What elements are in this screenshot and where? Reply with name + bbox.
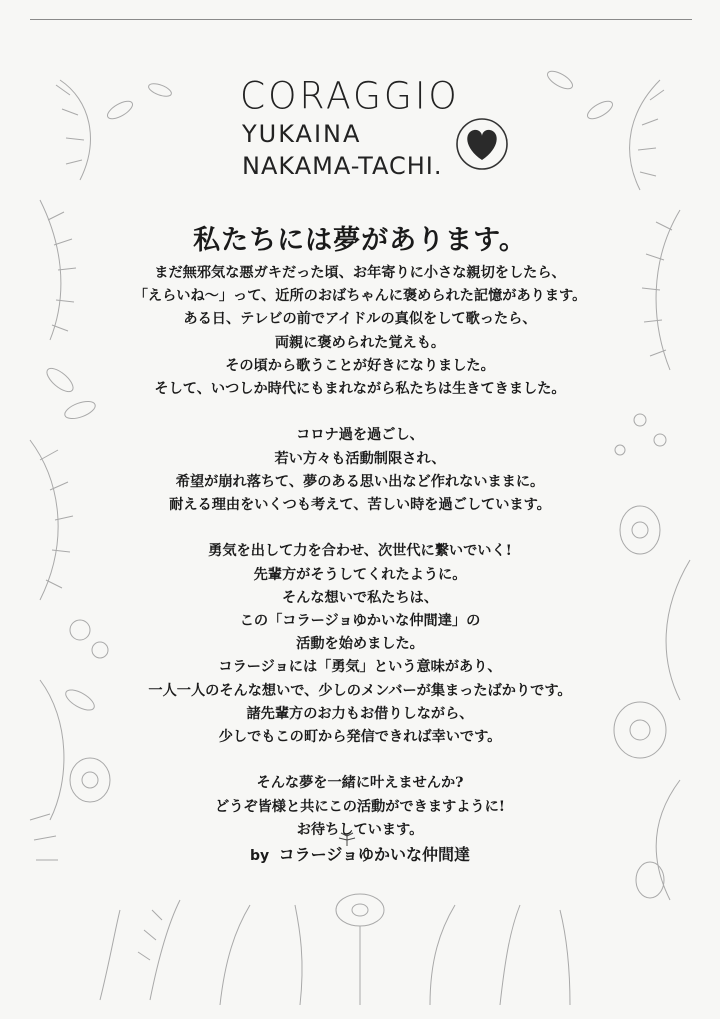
paragraph-gap bbox=[90, 749, 630, 772]
signature bbox=[0, 842, 720, 865]
text-line: 勇気を出して力を合わせ、次世代に繋いでいく! bbox=[208, 543, 512, 560]
paragraph-gap bbox=[90, 401, 630, 424]
logo-line-1: CORAGGIO bbox=[240, 74, 460, 119]
page-title: 私たちには夢があります。 bbox=[193, 225, 527, 256]
text-line: 若い方々も活動制限され、 bbox=[274, 450, 446, 467]
signature-by: by bbox=[249, 848, 270, 864]
text-line: この「コラージョゆかいな仲間達」の bbox=[239, 613, 481, 630]
text-line: 両親に褒められた覚えも。 bbox=[274, 334, 446, 351]
text-line: 諸先輩方のお力もお借りしながら、 bbox=[246, 705, 474, 722]
text-line: そんな想いで私たちは、 bbox=[281, 589, 439, 606]
text-line: コラージョには「勇気」という意味があり、 bbox=[218, 659, 502, 676]
message-body bbox=[90, 262, 630, 842]
text-line: お待ちしています。 bbox=[296, 821, 424, 838]
text-line: 「えらいね〜」って、近所のおばちゃんに褒められた記憶があります。 bbox=[133, 288, 587, 305]
text-line: どうぞ皆様と共にこの活動ができますように! bbox=[215, 798, 505, 815]
text-line: まだ無邪気な悪ガキだった頃、お年寄りに小さな親切をしたら、 bbox=[154, 265, 566, 281]
paragraph-gap bbox=[90, 517, 630, 540]
text-line: そんな夢を一緒に叶えませんか? bbox=[256, 775, 464, 792]
text-line: その頃から歌うことが好きになりました。 bbox=[225, 357, 495, 374]
text-line: 先輩方がそうしてくれたように。 bbox=[253, 566, 467, 583]
coraggio-logo bbox=[236, 76, 526, 186]
text-line: コロナ過を過ごし、 bbox=[296, 427, 424, 444]
text-line: 少しでもこの町から発信できれば幸いです。 bbox=[218, 729, 502, 746]
text-line: 活動を始めました。 bbox=[296, 636, 424, 653]
text-line: ある日、テレビの前でアイドルの真似をして歌ったら、 bbox=[183, 311, 537, 328]
signature-name: コラージョゆかいな仲間達 bbox=[278, 845, 471, 864]
text-line: 一人一人のそんな想いで、少しのメンバーが集まったばかりです。 bbox=[148, 682, 572, 699]
logo-line-2: YUKAINA bbox=[242, 120, 362, 148]
text-line: 耐える理由をいくつも考えて、苦しい時を過ごしています。 bbox=[169, 497, 551, 514]
text-line: 希望が崩れ落ちて、夢のある思い出など作れないままに。 bbox=[175, 473, 545, 490]
text-line: そして、いつしか時代にもまれながら私たちは生きてきました。 bbox=[154, 381, 566, 398]
heart-icon bbox=[454, 116, 510, 172]
logo-line-3: NAKAMA-TACHI. bbox=[242, 152, 443, 180]
